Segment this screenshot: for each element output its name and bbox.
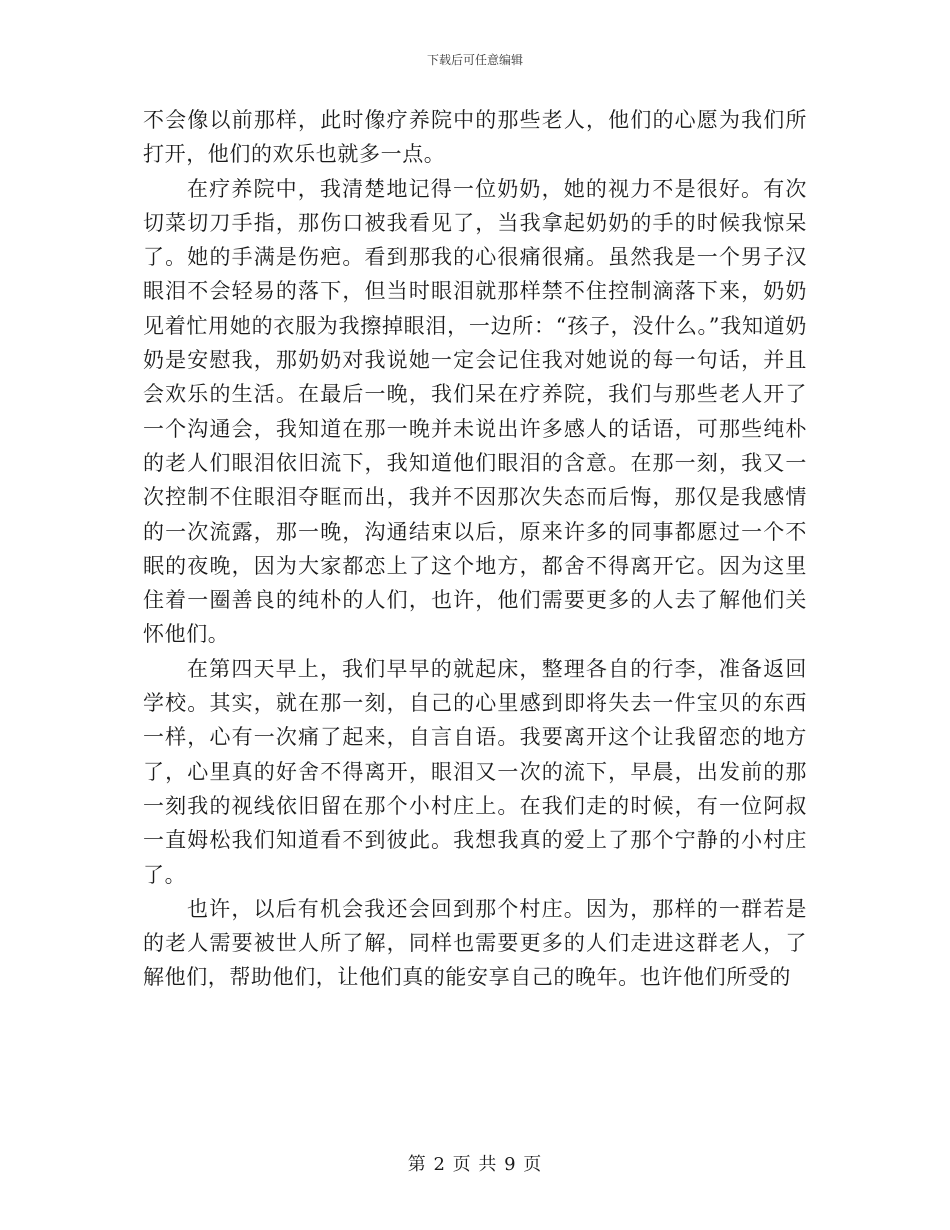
document-body	[143, 103, 807, 995]
page-header-note: 下载后可任意编辑	[426, 53, 523, 67]
paragraph-sanatorium-grandmother: 在疗养院中，我清楚地记得一位奶奶，她的视力不是很好。有次切菜切刀手指，那伤口被我看见了，当我拿起奶奶的手的时候我惊呆了。她的手满是伤疤。看到那我的心很痛很痛。虽然我是一个男子汉眼泪不会轻易的落下，但当时眼泪就那样禁不住控制滴落下来，奶奶见着忙用她的衣服为我擦掉眼泪，一边所：“孩子，没什么。”我知道奶奶是安慰我，那奶奶对我说她一定会记住我对她说的每一句话，并且会欢乐的生活。在最后一晚，我们呆在疗养院，我们与那些老人开了一个沟通会，我知道在那一晚并未说出许多感人的话语，可那些纯朴的老人们眼泪依旧流下，我知道他们眼泪的含意。在那一刻，我又一次控制不住眼泪夺眶而出，我并不因那次失态而后悔，那仅是我感情的一次流露，那一晚，沟通结束以后，原来许多的同事都愿过一个不眠的夜晚，因为大家都恋上了这个地方，都舍不得离开它。因为这里住着一圈善良的纯朴的人们，也许，他们需要更多的人去了解他们关怀他们。	[143, 176, 807, 647]
paragraph-continuation: 不会像以前那样，此时像疗养院中的那些老人，他们的心愿为我们所打开，他们的欢乐也就多一点。	[143, 108, 807, 167]
page-number: 第 2 页 共 9 页	[407, 1154, 543, 1175]
paragraph-fourth-day-departure: 在第四天早上，我们早早的就起床，整理各自的行李，准备返回学校。其实，就在那一刻，自己的心里感到即将失去一件宝贝的东西一样，心有一次痛了起来，自言自语。我要离开这个让我留恋的地方了，心里真的好舍不得离开，眼泪又一次的流下，早晨，出发前的那一刻我的视线依旧留在那个小村庄上。在我们走的时候，有一位阿叔一直姆松我们知道看不到彼此。我想我真的爱上了那个宁静的小村庄了。	[143, 656, 807, 887]
paragraph-return-hope: 也许，以后有机会我还会回到那个村庄。因为，那样的一群若是的老人需要被世人所了解，同样也需要更多的人们走进这群老人，了解他们，帮助他们，让他们真的能安享自己的晚年。也许他们所受的	[143, 896, 807, 990]
